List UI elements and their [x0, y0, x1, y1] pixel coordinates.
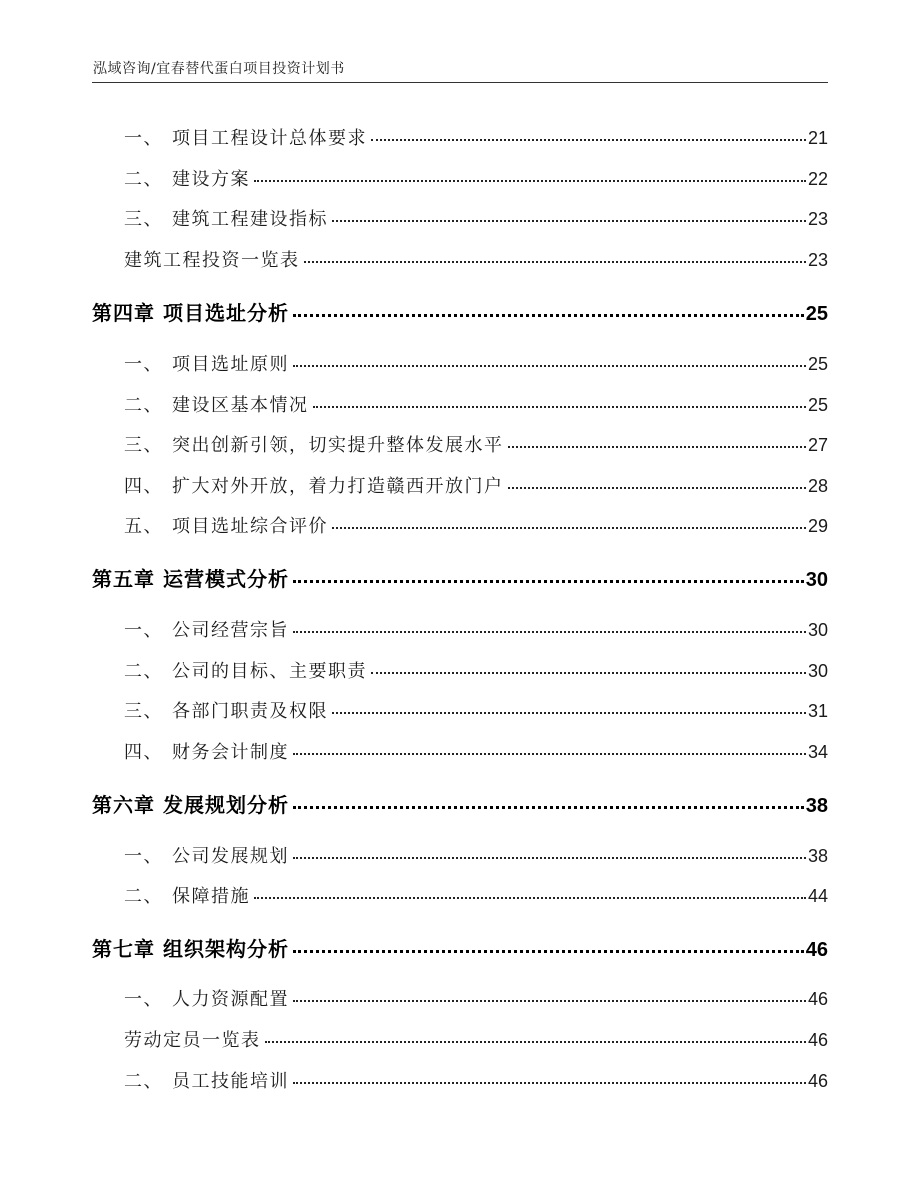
toc-entry-page: 38 — [807, 846, 828, 866]
toc-entry[interactable] — [124, 350, 828, 376]
dot-leader — [332, 712, 806, 714]
toc-chapter[interactable] — [92, 563, 828, 592]
toc-chapter-page: 30 — [805, 569, 828, 591]
toc-entry-number: 二、 — [124, 169, 163, 190]
toc-entry-title: 建筑工程投资一览表 — [124, 250, 300, 271]
toc-entry-page: 34 — [807, 742, 828, 762]
toc-entry-page: 46 — [807, 989, 828, 1009]
toc-entry-title: 各部门职责及权限 — [172, 701, 328, 722]
toc-entry[interactable] — [124, 616, 828, 642]
toc-chapter-title: 组织架构分析 — [163, 937, 289, 961]
toc-entry-title: 劳动定员一览表 — [124, 1030, 261, 1051]
toc-entry-title: 公司的目标、主要职责 — [172, 661, 367, 682]
dot-leader — [313, 406, 806, 408]
toc-entry[interactable] — [124, 246, 828, 272]
toc-chapter[interactable] — [92, 789, 828, 818]
toc-entry-page: 29 — [807, 516, 828, 536]
toc-chapter-title: 项目选址分析 — [163, 301, 289, 325]
toc-entry-page: 23 — [807, 250, 828, 270]
toc-entry-number: 三、 — [124, 435, 163, 456]
dot-leader — [293, 1000, 806, 1002]
dot-leader — [254, 897, 806, 899]
dot-leader — [508, 487, 806, 489]
dot-leader — [332, 220, 806, 222]
toc-entry-number: 二、 — [124, 661, 163, 682]
dot-leader — [293, 314, 804, 317]
dot-leader — [293, 806, 804, 809]
toc-entry-title: 建筑工程建设指标 — [172, 209, 328, 230]
toc-entry-title: 公司经营宗旨 — [172, 620, 289, 641]
toc-entry-page: 30 — [807, 661, 828, 681]
toc-entry-number: 五、 — [124, 516, 163, 537]
toc-chapter-number: 第六章 — [92, 793, 155, 817]
toc-chapter-page: 38 — [805, 795, 828, 817]
toc-entry-title: 项目工程设计总体要求 — [172, 128, 367, 149]
toc-entry[interactable] — [124, 124, 828, 150]
toc-entry-title: 建设方案 — [172, 169, 250, 190]
dot-leader — [293, 365, 806, 367]
toc-entry[interactable] — [124, 882, 828, 908]
toc-entry[interactable] — [124, 985, 828, 1011]
toc-entry-title: 财务会计制度 — [172, 742, 289, 763]
toc-entry[interactable] — [124, 165, 828, 191]
toc-entry[interactable] — [124, 472, 828, 498]
toc-chapter-title: 发展规划分析 — [163, 793, 289, 817]
toc-entry-number: 四、 — [124, 476, 163, 497]
toc-chapter-title: 运营模式分析 — [163, 567, 289, 591]
toc-entry-title: 员工技能培训 — [172, 1071, 289, 1092]
toc-entry-page: 23 — [807, 209, 828, 229]
toc-entry-page: 44 — [807, 886, 828, 906]
toc-entry[interactable] — [124, 697, 828, 723]
toc-entry-number: 一、 — [124, 620, 163, 641]
toc-chapter-number: 第五章 — [92, 567, 155, 591]
toc-entry-number: 一、 — [124, 354, 163, 375]
dot-leader — [293, 950, 804, 953]
toc-entry-title: 保障措施 — [172, 886, 250, 907]
toc-entry[interactable] — [124, 842, 828, 868]
toc-entry-title: 突出创新引领，切实提升整体发展水平 — [172, 435, 504, 456]
toc-entry-page: 25 — [807, 354, 828, 374]
dot-leader — [304, 261, 806, 263]
dot-leader — [265, 1041, 806, 1043]
toc-chapter[interactable] — [92, 933, 828, 962]
dot-leader — [371, 672, 806, 674]
toc-entry-number: 一、 — [124, 846, 163, 867]
toc-chapter-page: 46 — [805, 939, 828, 961]
toc-entry[interactable] — [124, 1067, 828, 1093]
toc-entry-number: 二、 — [124, 886, 163, 907]
toc-entry-page: 31 — [807, 701, 828, 721]
toc-entry-page: 46 — [807, 1071, 828, 1091]
toc-entry[interactable] — [124, 391, 828, 417]
dot-leader — [293, 857, 806, 859]
toc-entry-number: 二、 — [124, 1071, 163, 1092]
toc-entry-title: 人力资源配置 — [172, 989, 289, 1010]
dot-leader — [293, 631, 806, 633]
toc-entry-page: 22 — [807, 169, 828, 189]
dot-leader — [371, 139, 806, 141]
toc-entry[interactable] — [124, 431, 828, 457]
toc-entry-title: 扩大对外开放，着力打造赣西开放门户 — [172, 476, 504, 497]
toc-entry-title: 项目选址原则 — [172, 354, 289, 375]
dot-leader — [254, 180, 806, 182]
toc-entry-title: 项目选址综合评价 — [172, 516, 328, 537]
header-divider — [92, 82, 828, 83]
toc-entry-number: 一、 — [124, 128, 163, 149]
toc-chapter[interactable] — [92, 297, 828, 326]
toc-entry-number: 四、 — [124, 742, 163, 763]
toc-chapter-page: 25 — [805, 303, 828, 325]
toc-entry[interactable] — [124, 205, 828, 231]
toc-entry-page: 30 — [807, 620, 828, 640]
toc-chapter-number: 第七章 — [92, 937, 155, 961]
toc-entry[interactable] — [124, 1026, 828, 1052]
toc-entry[interactable] — [124, 738, 828, 764]
toc-entry[interactable] — [124, 512, 828, 538]
dot-leader — [332, 527, 806, 529]
dot-leader — [508, 446, 806, 448]
toc-entry[interactable] — [124, 657, 828, 683]
toc-entry-page: 46 — [807, 1030, 828, 1050]
toc-entry-number: 三、 — [124, 701, 163, 722]
toc-entry-title: 公司发展规划 — [172, 846, 289, 867]
toc-entry-number: 三、 — [124, 209, 163, 230]
toc-entry-number: 二、 — [124, 395, 163, 416]
dot-leader — [293, 753, 806, 755]
toc-chapter-number: 第四章 — [92, 301, 155, 325]
document-header: 泓域咨询/宜春替代蛋白项目投资计划书 — [93, 61, 345, 77]
dot-leader — [293, 580, 804, 583]
dot-leader — [293, 1082, 806, 1084]
toc-entry-page: 27 — [807, 435, 828, 455]
toc-entry-page: 25 — [807, 395, 828, 415]
toc-entry-page: 28 — [807, 476, 828, 496]
toc-entry-number: 一、 — [124, 989, 163, 1010]
toc-entry-title: 建设区基本情况 — [172, 395, 309, 416]
toc-entry-page: 21 — [807, 128, 828, 148]
